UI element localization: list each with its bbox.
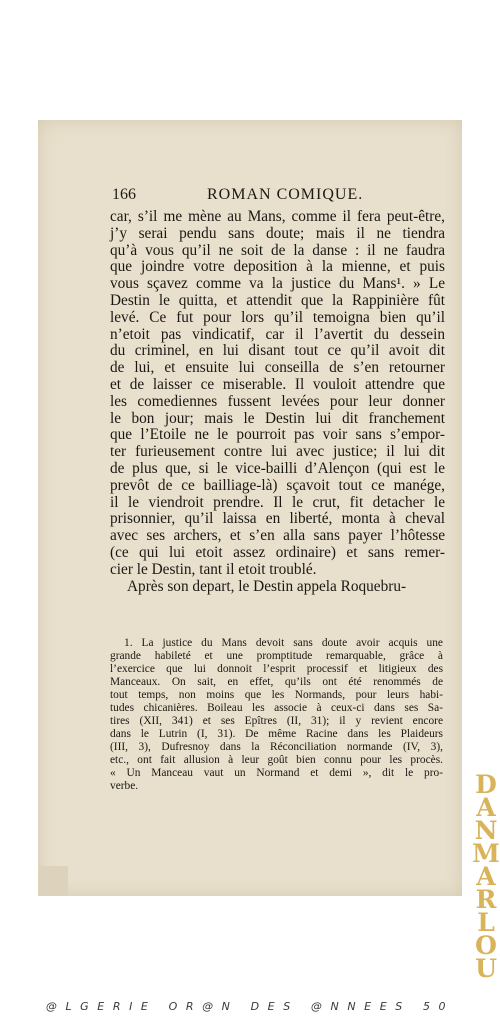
text-line: levé. Ce fut pour lors qu’il temoigna bien qu’il xyxy=(110,308,445,326)
footnote-line: tudes chicanières. Boileau les associe à ceux-ci dans ses Sa- xyxy=(110,702,443,714)
footnote-line: grande habileté et une promptitude remarquable, grâce à xyxy=(110,650,443,662)
watermark-letter: O xyxy=(475,931,497,960)
text-line: qu’à vous qu’il ne soit de la danse : il ne faudra xyxy=(110,241,445,259)
watermark-letter: R xyxy=(475,885,497,914)
text-line: ter furieusement contre lui avec justice; il lui dit xyxy=(110,443,445,461)
footnote-line: dans le Lutrin (I, 31). De même Racine dans les Plaideurs xyxy=(110,728,443,740)
text-line: car, s’il me mène au Mans, comme il fera peut-être, xyxy=(110,208,445,225)
text-line: avec ses archers, et s’en alla sans payer l’hôtesse xyxy=(110,527,445,545)
main-text xyxy=(110,209,445,595)
page-corner xyxy=(38,866,68,896)
text-line: que joindre votre deposition à la mienne, et puis xyxy=(110,258,445,276)
footnote-line: l’exercice que lui donnoit l’esprit processif et litigieux des xyxy=(110,663,443,675)
watermark-letter: A xyxy=(476,862,496,891)
bottom-banner: @LGERIE OR@N DES @NNEES 50 xyxy=(45,1000,455,1013)
text-line: prisonnier, qu’il laissa en liberté, monta à cheval xyxy=(110,510,445,528)
text-line: prevôt de ce bailliage-là) sçavoit tout ce manége, xyxy=(110,476,445,494)
watermark-letter: A xyxy=(476,793,496,822)
footnote-line: (III, 3), Dufresnoy dans la Réconciliation normande (IV, 3), xyxy=(110,741,443,753)
text-line: Destin le quitta, et attendit que la Rappinière fût xyxy=(110,291,445,309)
text-line: Après son depart, le Destin appela Roquebru- xyxy=(127,577,407,595)
running-title: ROMAN COMIQUE. xyxy=(207,186,364,203)
page-number: 166 xyxy=(112,186,136,203)
footnote-line: Manceaux. On sait, en effet, qu’ils ont été renommés de xyxy=(110,676,443,688)
text-line: de lui, et ensuite lui conseilla de s’en retourner xyxy=(110,359,445,377)
text-line: cier le Destin, tant il etoit troublé. xyxy=(110,560,317,578)
text-line: les comediennes fussent levées pour leur donner xyxy=(110,392,445,410)
text-line: j’y serai pendu sans doute; mais il ne tiendra xyxy=(110,224,445,242)
text-line: vous sçavez comme va la justice du Mans¹. » Le xyxy=(110,275,445,293)
text-line: n’etoit pas vindicatif, car il l’avertit du dessein xyxy=(110,325,445,343)
text-line: il le viendroit prendre. Il le crut, fit detacher le xyxy=(110,493,445,511)
watermark-letter: U xyxy=(475,954,497,983)
watermark-letter: M xyxy=(472,839,500,868)
footnote-line: verbe. xyxy=(110,780,139,792)
watermark-letter: D xyxy=(475,770,497,799)
text-line: de plus que, si le vice-bailli d’Alençon (qui est le xyxy=(110,459,445,477)
footnote-line: 1. La justice du Mans devoit sans doute avoir acquis une xyxy=(124,637,443,649)
footnote-line: tires (XII, 341) et ses Epîtres (II, 31); il y revient encore xyxy=(110,715,443,727)
footnote xyxy=(110,637,443,793)
footnote-line: « Un Manceau vaut un Normand et demi », dit le pro- xyxy=(110,767,443,779)
text-line: du criminel, en lui disant tout ce qu’il avoit dit xyxy=(110,342,445,360)
footnote-line: tout temps, non moins que les Normands, pour leurs habi- xyxy=(110,689,443,701)
text-line: (ce qui lui etoit assez ordinaire) et sans remer- xyxy=(110,543,445,561)
text-line: que l’Etoile ne le pourroit pas voir sans s’empor- xyxy=(110,426,445,444)
watermark-letter: L xyxy=(477,908,495,937)
text-line: le bon jour; mais le Destin lui dit franchement xyxy=(110,409,445,427)
footnote-line: etc., ont fait allusion à leur goût bien connu pour les procès. xyxy=(110,754,443,766)
watermark-letter: N xyxy=(474,816,498,845)
vertical-watermark xyxy=(472,770,500,983)
text-line: et de laisser ce miserable. Il vouloit attendre que xyxy=(110,375,445,393)
